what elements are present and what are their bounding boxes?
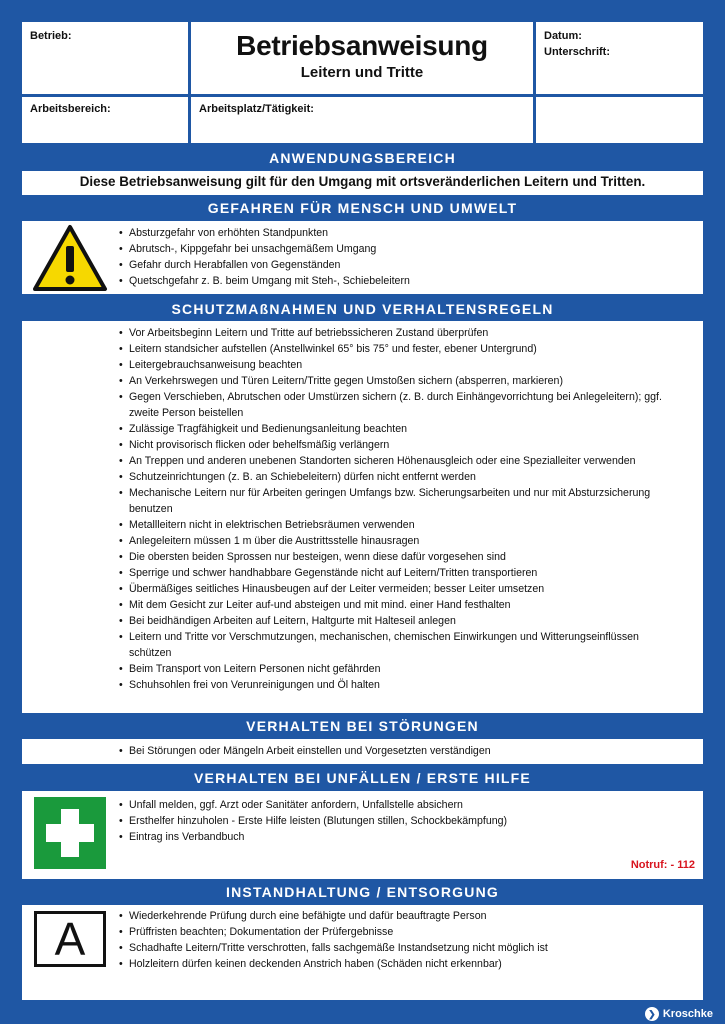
betrieb-label: Betrieb: — [30, 30, 72, 42]
title-block — [191, 22, 533, 94]
first-aid-cross-icon — [34, 797, 106, 869]
emergency-number: Notruf: - 112 — [630, 859, 695, 871]
list-item: • Bei Störungen oder Mängeln Arbeit einstellen und Vorgesetzten verständigen — [117, 743, 491, 759]
list-item: • Schadhafte Leitern/Tritte verschrotten, falls sachgemäße Instandsetzung nicht möglich ist — [117, 940, 548, 956]
list-item: • Vor Arbeitsbeginn Leitern und Tritte auf betriebssicheren Zustand überprüfen — [117, 325, 677, 341]
malfunctions-list — [117, 743, 491, 759]
hazards-list — [117, 225, 410, 289]
scope-heading: ANWENDUNGSBEREICH — [269, 150, 456, 166]
list-item: • Anlegeleitern müssen 1 m über die Austrittsstelle hinausragen — [117, 533, 677, 549]
list-item: • Prüffristen beachten; Dokumentation der Prüfergebnisse — [117, 924, 548, 940]
warning-triangle-icon — [32, 224, 108, 292]
hazards-box — [22, 221, 703, 294]
list-item: • Bei beidhändigen Arbeiten auf Leitern, Haltgurte mit Halteseil anlegen — [117, 613, 677, 629]
list-item: • Mit dem Gesicht zur Leiter auf-und absteigen und mit mind. einer Hand festhalten — [117, 597, 677, 613]
first-aid-heading: VERHALTEN BEI UNFÄLLEN / ERSTE HILFE — [194, 770, 531, 786]
list-item: • Gegen Verschieben, Abrutschen oder Umstürzen sichern (z. B. durch Einhängevorrichtung bei Anlegeleitern); ggf. zweite Person beistellen — [117, 389, 677, 421]
list-item: • Schuhsohlen frei von Verunreinigungen und Öl halten — [117, 677, 677, 693]
malfunctions-heading: VERHALTEN BEI STÖRUNGEN — [246, 718, 479, 734]
list-item: • Abrutsch-, Kippgefahr bei unsachgemäßem Umgang — [117, 241, 410, 257]
list-item: • Absturzgefahr von erhöhten Standpunkten — [117, 225, 410, 241]
measures-box — [22, 321, 703, 713]
list-item: • Leitern standsicher aufstellen (Anstellwinkel 65° bis 75° und fester, ebener Untergrund) — [117, 341, 677, 357]
first-aid-list — [117, 797, 507, 845]
list-item: • Leitergebrauchsanweisung beachten — [117, 357, 677, 373]
list-item: • Eintrag ins Verbandbuch — [117, 829, 507, 845]
arbeitsplatz-field — [191, 97, 533, 143]
datum-field — [536, 22, 703, 94]
list-item: • An Verkehrswegen und Türen Leitern/Tritte gegen Umstoßen sichern (absperren, markieren) — [117, 373, 677, 389]
scope-box — [22, 171, 703, 195]
list-item: • Wiederkehrende Prüfung durch eine befähigte und dafür beauftragte Person — [117, 908, 548, 924]
maintenance-heading: INSTANDHALTUNG / ENTSORGUNG — [226, 884, 499, 900]
empty-field — [536, 97, 703, 143]
list-item: • Gefahr durch Herabfallen von Gegenständen — [117, 257, 410, 273]
brand-mark-icon: ❯ — [645, 1007, 659, 1021]
list-item: • Unfall melden, ggf. Arzt oder Sanitäter anfordern, Unfallstelle absichern — [117, 797, 507, 813]
list-item: • An Treppen und anderen unebenen Standorten sicheren Höhenausgleich oder eine Spezialleiter verwenden — [117, 453, 677, 469]
brand-name: Kroschke — [662, 1008, 713, 1020]
list-item: • Metallleitern nicht in elektrischen Betriebsräumen verwenden — [117, 517, 677, 533]
page-subtitle: Leitern und Tritte — [300, 64, 424, 81]
list-item: • Übermäßiges seitliches Hinausbeugen auf der Leiter vermeiden; besser Leiter umsetzen — [117, 581, 677, 597]
first-aid-box — [22, 791, 703, 879]
brand-logo — [645, 1007, 713, 1021]
list-item: • Mechanische Leitern nur für Arbeiten geringen Umfangs bzw. Sicherungsarbeiten und nur mit Absturzsicherung benutzen — [117, 485, 677, 517]
list-item: • Schutzeinrichtungen (z. B. an Schiebeleitern) dürfen nicht entfernt werden — [117, 469, 677, 485]
measures-list — [117, 325, 677, 693]
page-title: Betriebsanweisung — [236, 30, 488, 61]
unterschrift-label: Unterschrift: — [544, 46, 611, 58]
maintenance-letter-icon: A — [34, 911, 106, 967]
list-item: • Ersthelfer hinzuholen - Erste Hilfe leisten (Blutungen stillen, Schockbekämpfung) — [117, 813, 507, 829]
datum-label: Datum: — [544, 30, 582, 42]
malfunctions-box — [22, 739, 703, 764]
list-item: • Zulässige Tragfähigkeit und Bedienungsanleitung beachten — [117, 421, 677, 437]
list-item: • Leitern und Tritte vor Verschmutzungen, mechanischen, chemischen Einwirkungen und Witterungseinflüssen schützen — [117, 629, 677, 661]
list-item: • Quetschgefahr z. B. beim Umgang mit Steh-, Schiebeleitern — [117, 273, 410, 289]
list-item: • Holzleitern dürfen keinen deckenden Anstrich haben (Schäden nicht erkennbar) — [117, 956, 548, 972]
maintenance-list — [117, 908, 548, 972]
arbeitsbereich-label: Arbeitsbereich: — [30, 103, 111, 115]
list-item: • Nicht provisorisch flicken oder behelfsmäßig verlängern — [117, 437, 677, 453]
measures-heading: SCHUTZMAßNAHMEN UND VERHALTENSREGELN — [171, 301, 554, 317]
list-item: • Sperrige und schwer handhabbare Gegenstände nicht auf Leitern/Tritten transportieren — [117, 565, 677, 581]
hazards-heading: GEFAHREN FÜR MENSCH UND UMWELT — [207, 200, 518, 216]
maintenance-box — [22, 905, 703, 1000]
list-item: • Beim Transport von Leitern Personen nicht gefährden — [117, 661, 677, 677]
scope-text: Diese Betriebsanweisung gilt für den Umgang mit ortsveränderlichen Leitern und Tritten. — [79, 174, 646, 189]
arbeitsplatz-label: Arbeitsplatz/Tätigkeit: — [199, 103, 314, 115]
arbeitsbereich-field — [22, 97, 188, 143]
betrieb-field — [22, 22, 188, 94]
list-item: • Die obersten beiden Sprossen nur besteigen, wenn diese dafür vorgesehen sind — [117, 549, 677, 565]
